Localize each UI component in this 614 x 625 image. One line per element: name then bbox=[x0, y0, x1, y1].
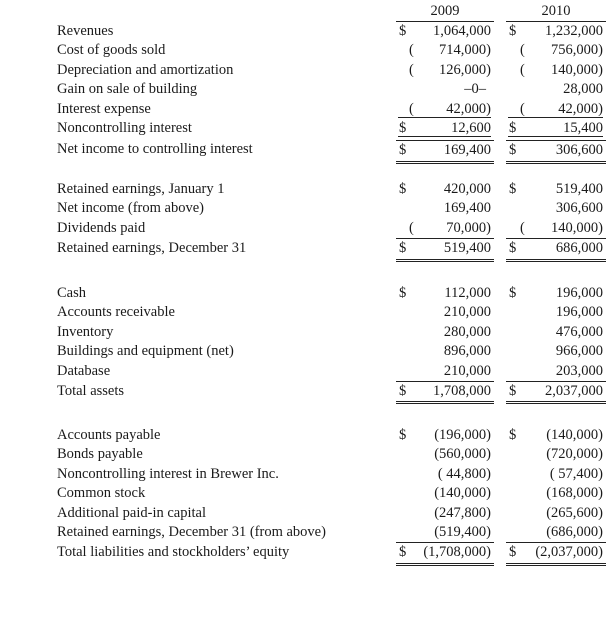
row-label: Noncontrolling interest in Brewer Inc. bbox=[57, 465, 279, 482]
row-label: Cash bbox=[57, 285, 86, 301]
value-cell-2010: 28,000 bbox=[563, 81, 603, 98]
table-row bbox=[0, 342, 614, 361]
value-cell-2009: $ 112,000 bbox=[399, 285, 491, 301]
value-cell-2009: $ (1,708,000) bbox=[396, 543, 494, 565]
value-cell-2010: 966,000 bbox=[555, 343, 603, 360]
value-cell-2009: 210,000 bbox=[443, 304, 491, 321]
value-cell-2010: 196,000 bbox=[555, 304, 603, 321]
value-cell-2009: ( 70,000) bbox=[396, 219, 494, 239]
income-statement-section bbox=[0, 22, 614, 160]
row-label: Dividends paid bbox=[57, 219, 146, 236]
table-row bbox=[0, 284, 614, 303]
value-cell-2010: (720,000) bbox=[546, 446, 603, 463]
table-row bbox=[0, 362, 614, 381]
value-cell-2009: ( 126,000) bbox=[409, 61, 491, 78]
value-cell-2010: 203,000 bbox=[506, 362, 606, 382]
table-row bbox=[0, 504, 614, 523]
row-label: Depreciation and amortization bbox=[57, 61, 234, 78]
table-row bbox=[0, 61, 614, 80]
value-cell-2010: $ (140,000) bbox=[509, 427, 603, 443]
row-label: Revenues bbox=[57, 23, 114, 39]
value-cell-2010: $ 196,000 bbox=[509, 285, 603, 301]
retained-earnings-section bbox=[0, 180, 614, 259]
value-cell-2010: ( 140,000) bbox=[520, 61, 603, 78]
table-row bbox=[0, 22, 614, 41]
value-cell-2009: (560,000) bbox=[434, 446, 491, 463]
row-label: Net income to controlling interest bbox=[57, 141, 253, 158]
value-cell-2009: (140,000) bbox=[434, 485, 491, 502]
value-cell-2010: $ 2,037,000 bbox=[506, 382, 606, 404]
column-header-2010: 2010 bbox=[506, 2, 606, 22]
value-cell-2009: ( 44,800) bbox=[437, 465, 491, 482]
table-row bbox=[0, 119, 614, 138]
row-label: Net income (from above) bbox=[57, 200, 204, 217]
table-row bbox=[0, 445, 614, 464]
value-cell-2010: ( 57,400) bbox=[549, 465, 603, 482]
liabilities-equity-section bbox=[0, 426, 614, 563]
value-cell-2010: ( 756,000) bbox=[520, 42, 603, 59]
table-row bbox=[0, 199, 614, 218]
value-cell-2010: (168,000) bbox=[546, 485, 603, 502]
value-cell-2009: (247,800) bbox=[434, 504, 491, 521]
row-label: Additional paid-in capital bbox=[57, 504, 206, 521]
row-label: Accounts receivable bbox=[57, 304, 175, 321]
table-row bbox=[0, 41, 614, 60]
row-label: Buildings and equipment (net) bbox=[57, 343, 234, 360]
row-label: Total assets bbox=[57, 382, 125, 399]
row-label: Inventory bbox=[57, 323, 114, 340]
value-cell-2010: ( 140,000) bbox=[506, 219, 606, 239]
table-row bbox=[0, 100, 614, 119]
value-cell-2010: (265,600) bbox=[546, 504, 603, 521]
value-cell-2009: $ 420,000 bbox=[399, 181, 491, 197]
value-cell-2010: 306,600 bbox=[555, 200, 603, 217]
value-cell-2009: $ 1,064,000 bbox=[399, 23, 491, 39]
value-cell-2010: $ (2,037,000) bbox=[506, 543, 606, 565]
table-row bbox=[0, 303, 614, 322]
value-cell-2009: 280,000 bbox=[443, 323, 491, 340]
value-cell-2009: 169,400 bbox=[443, 200, 491, 217]
column-header-2009: 2009 bbox=[396, 2, 494, 22]
table-row bbox=[0, 180, 614, 199]
row-label: Noncontrolling interest bbox=[57, 119, 192, 136]
value-cell-2010: 476,000 bbox=[555, 323, 603, 340]
value-cell-2010: $ 1,232,000 bbox=[509, 23, 603, 39]
table-row-total bbox=[0, 382, 614, 401]
value-cell-2009: $ 1,708,000 bbox=[396, 382, 494, 404]
row-label: Database bbox=[57, 362, 111, 379]
value-cell-2009: $ 169,400 bbox=[396, 140, 494, 163]
table-row bbox=[0, 219, 614, 238]
row-label: Accounts payable bbox=[57, 427, 161, 443]
row-label: Retained earnings, December 31 bbox=[57, 240, 247, 257]
table-row bbox=[0, 426, 614, 445]
value-cell-2010: (686,000) bbox=[506, 523, 606, 543]
value-cell-2009: (519,400) bbox=[396, 523, 494, 543]
row-label: Common stock bbox=[57, 485, 146, 502]
row-label: Total liabilities and stockholders’ equity bbox=[57, 544, 290, 561]
value-cell-2010: ( 42,000) bbox=[506, 100, 606, 119]
value-cell-2009: 896,000 bbox=[443, 343, 491, 360]
assets-section bbox=[0, 284, 614, 401]
table-row-total bbox=[0, 140, 614, 159]
table-row-total bbox=[0, 543, 614, 562]
row-label: Retained earnings, January 1 bbox=[57, 181, 225, 197]
row-label: Bonds payable bbox=[57, 446, 143, 463]
value-cell-2009: $ (196,000) bbox=[399, 427, 491, 443]
value-cell-2010: $ 15,400 bbox=[506, 119, 606, 138]
table-row bbox=[0, 323, 614, 342]
value-cell-2009: ( 714,000) bbox=[409, 42, 491, 59]
table-row bbox=[0, 465, 614, 484]
value-cell-2010: $ 519,400 bbox=[509, 181, 603, 197]
value-cell-2009: –0– bbox=[464, 81, 486, 98]
value-cell-2009: $ 519,400 bbox=[396, 239, 494, 261]
table-row-total bbox=[0, 239, 614, 258]
table-row bbox=[0, 523, 614, 542]
row-label: Interest expense bbox=[57, 100, 151, 117]
row-label: Retained earnings, December 31 (from above) bbox=[57, 523, 326, 540]
table-row bbox=[0, 80, 614, 99]
value-cell-2010: $ 686,000 bbox=[506, 239, 606, 261]
value-cell-2009: ( 42,000) bbox=[396, 100, 494, 119]
row-label: Gain on sale of building bbox=[57, 81, 198, 98]
table-row bbox=[0, 484, 614, 503]
value-cell-2010: $ 306,600 bbox=[506, 140, 606, 163]
value-cell-2009: $ 12,600 bbox=[396, 119, 494, 138]
value-cell-2009: 210,000 bbox=[396, 362, 494, 382]
row-label: Cost of goods sold bbox=[57, 42, 166, 59]
